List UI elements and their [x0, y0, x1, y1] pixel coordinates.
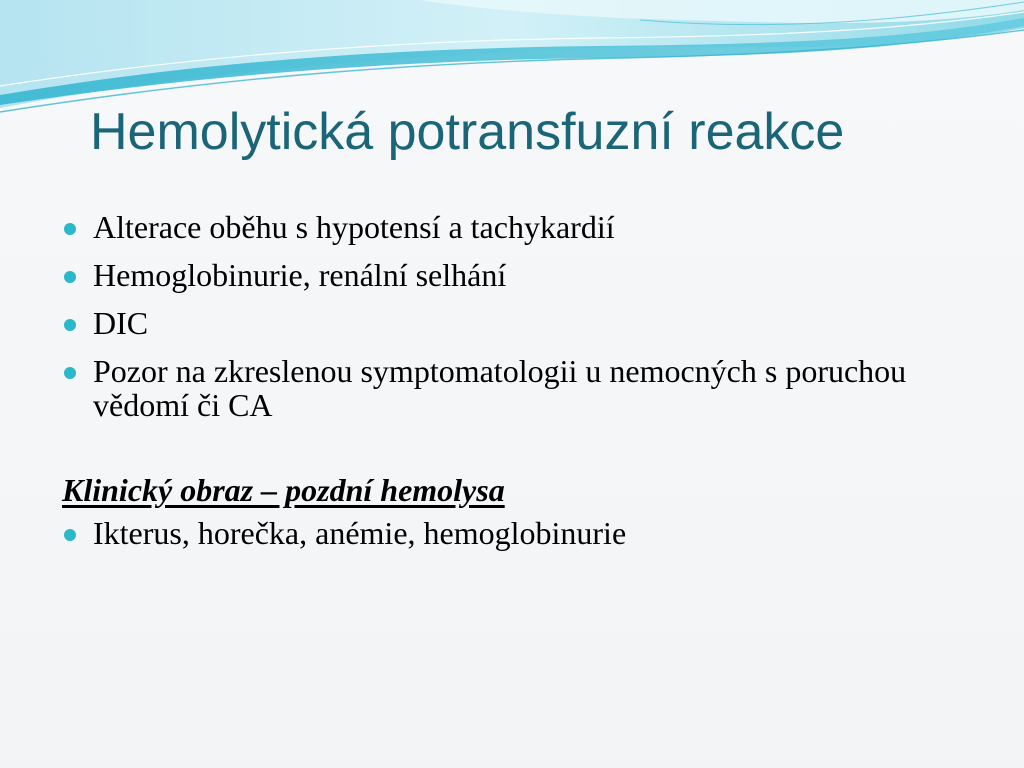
section-heading: Klinický obraz – pozdní hemolysa [62, 472, 505, 508]
section-bullet-list [62, 516, 962, 550]
bullet-list [62, 210, 962, 422]
slide-content [62, 210, 962, 564]
bullet-item [62, 516, 962, 550]
bullet-dot-icon [64, 367, 76, 379]
bullet-item [62, 354, 962, 422]
bullet-item [62, 258, 962, 292]
bullet-text: Pozor na zkreslenou symptomatologii u nemocných s poruchou vědomí či CA [93, 353, 907, 423]
bullet-item [62, 306, 962, 340]
bullet-text: Alterace oběhu s hypotensí a tachykardií [93, 209, 615, 245]
bullet-text: DIC [93, 305, 149, 341]
bullet-dot-icon [64, 529, 76, 541]
bullet-dot-icon [64, 319, 76, 331]
bullet-text: Ikterus, horečka, anémie, hemoglobinurie [93, 515, 627, 551]
bullet-dot-icon [64, 223, 76, 235]
bullet-dot-icon [64, 271, 76, 283]
bullet-text: Hemoglobinurie, renální selhání [93, 257, 507, 293]
slide-title: Hemolytická potransfuzní reakce [90, 103, 845, 161]
bullet-item [62, 210, 962, 244]
